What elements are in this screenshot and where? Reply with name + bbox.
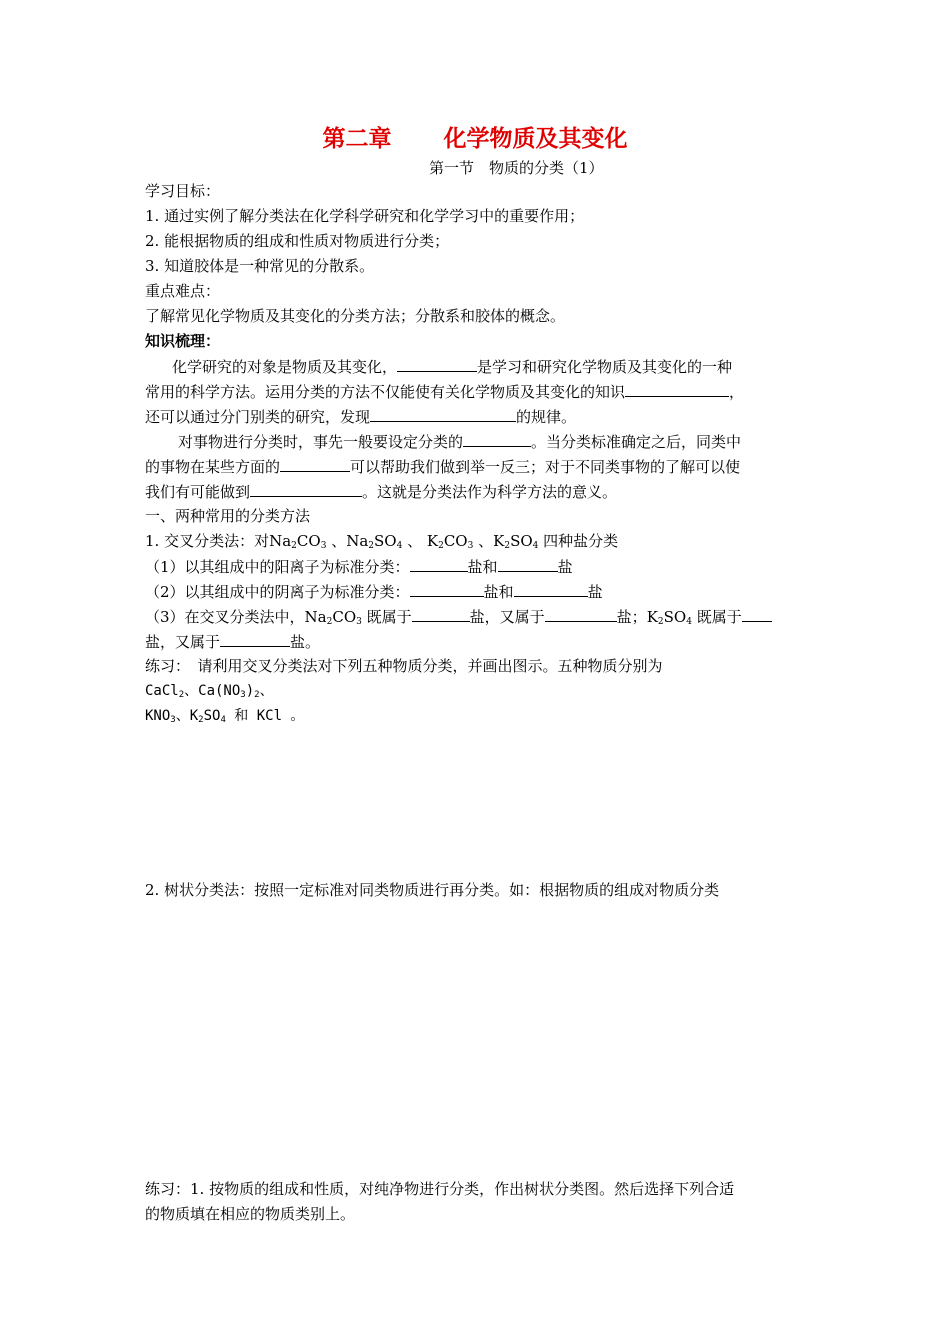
cross-question-1: （1）以其组成中的阳离子为标准分类： 盐和 盐 [145, 558, 573, 576]
exercise-2-line-1: 练习：1. 按物质的组成和性质，对纯净物进行分类，作出树状分类图。然后选择下列合适 [145, 1180, 735, 1198]
cross-question-3: （3）在交叉分类法中，$Na_2CO_3$ 既属于 盐，又属于 盐；$K_2SO_4$ 既属于 [145, 606, 772, 627]
paragraph-1-line-2: 常用的科学方法。运用分类的方法不仅能使有关化学物质及其变化的知识 ， [145, 383, 745, 401]
knowledge-heading: 知识梳理： [145, 332, 221, 350]
exercise-2-line-2: 的物质填在相应的物质类别上。 [145, 1205, 356, 1223]
cross-question-2: （2）以其组成中的阴离子为标准分类： 盐和 盐 [145, 583, 603, 601]
paragraph-2-line-2: 的事物在某些方面的 可以帮助我们做到举一反三；对于不同类事物的了解可以使 [145, 458, 741, 476]
objectives-heading: 学习目标： [145, 182, 221, 200]
paragraph-1-line-1: 化学研究的对象是物质及其变化， 是学习和研究化学物质及其变化的一种 [172, 358, 733, 376]
fill-blank[interactable] [397, 356, 477, 372]
fill-blank[interactable] [545, 606, 617, 622]
section-subtitle: 第一节 物质的分类（1） [429, 159, 604, 177]
fill-blank[interactable] [220, 631, 290, 647]
fill-blank[interactable] [412, 606, 470, 622]
cross-classification-intro: 1. 交叉分类法：对$Na_2CO_3$ 、$Na_2SO_4$ 、 $K_2CO_3$ 、$K_2SO_4$ 四种盐分类 [145, 532, 619, 551]
fill-blank[interactable] [410, 556, 468, 572]
fill-blank[interactable] [742, 606, 772, 622]
fill-blank[interactable] [370, 406, 516, 422]
formula-na2so4: $Na_2SO_4$ [346, 532, 403, 551]
fill-blank[interactable] [514, 581, 588, 597]
formula-na2co3: $Na_2CO_3$ [269, 532, 327, 551]
fill-blank[interactable] [463, 431, 531, 447]
key-points-text: 了解常见化学物质及其变化的分类方法；分散系和胶体的概念。 [145, 307, 566, 325]
fill-blank[interactable] [410, 581, 484, 597]
formula-k2so4: $K_2SO_4$ [646, 608, 692, 627]
cross-question-3-cont: 盐，又属于 盐。 [145, 633, 321, 651]
fill-blank[interactable] [498, 556, 558, 572]
objective-item-1: 1. 通过实例了解分类法在化学科学研究和化学学习中的重要作用； [145, 207, 585, 225]
formula-k2co3: $K_2CO_3$ [426, 532, 474, 551]
paragraph-2-line-3: 我们有可能做到 。这就是分类法作为科学方法的意义。 [145, 483, 618, 501]
objective-item-2: 2. 能根据物质的组成和性质对物质进行分类； [145, 232, 450, 250]
chapter-name: 化学物质及其变化 [443, 126, 628, 152]
cross-exercise-line-2: CaCl$_2$、$Ca(NO_3)_2$、 [145, 683, 274, 700]
paragraph-1-line-3: 还可以通过分门别类的研究，发现 的规律。 [145, 408, 577, 426]
paragraph-2-line-1: 对事物进行分类时，事先一般要设定分类的 。当分类标准确定之后，同类中 [178, 433, 742, 451]
tree-classification-text: 2. 树状分类法：按照一定标准对同类物质进行再分类。如：根据物质的组成对物质分类 [145, 881, 720, 899]
chapter-number: 第二章 [322, 126, 392, 152]
fill-blank[interactable] [625, 381, 729, 397]
fill-blank[interactable] [250, 481, 362, 497]
cross-exercise-text: 练习： 请利用交叉分类法对下列五种物质分类，并画出图示。五种物质分别为 [145, 657, 663, 675]
key-points-heading: 重点难点： [145, 282, 221, 300]
fill-blank[interactable] [280, 456, 350, 472]
objective-item-3: 3. 知道胶体是一种常见的分散系。 [145, 257, 375, 275]
chapter-title [0, 120, 950, 153]
cross-exercise-line-3: $KNO_3$、$K_2SO_4$ 和 KCl 。 [145, 708, 305, 725]
section-1-heading: 一、两种常用的分类方法 [145, 507, 311, 525]
formula-k2so4: $K_2SO_4$ [493, 532, 539, 551]
formula-na2co3: $Na_2CO_3$ [304, 608, 362, 627]
